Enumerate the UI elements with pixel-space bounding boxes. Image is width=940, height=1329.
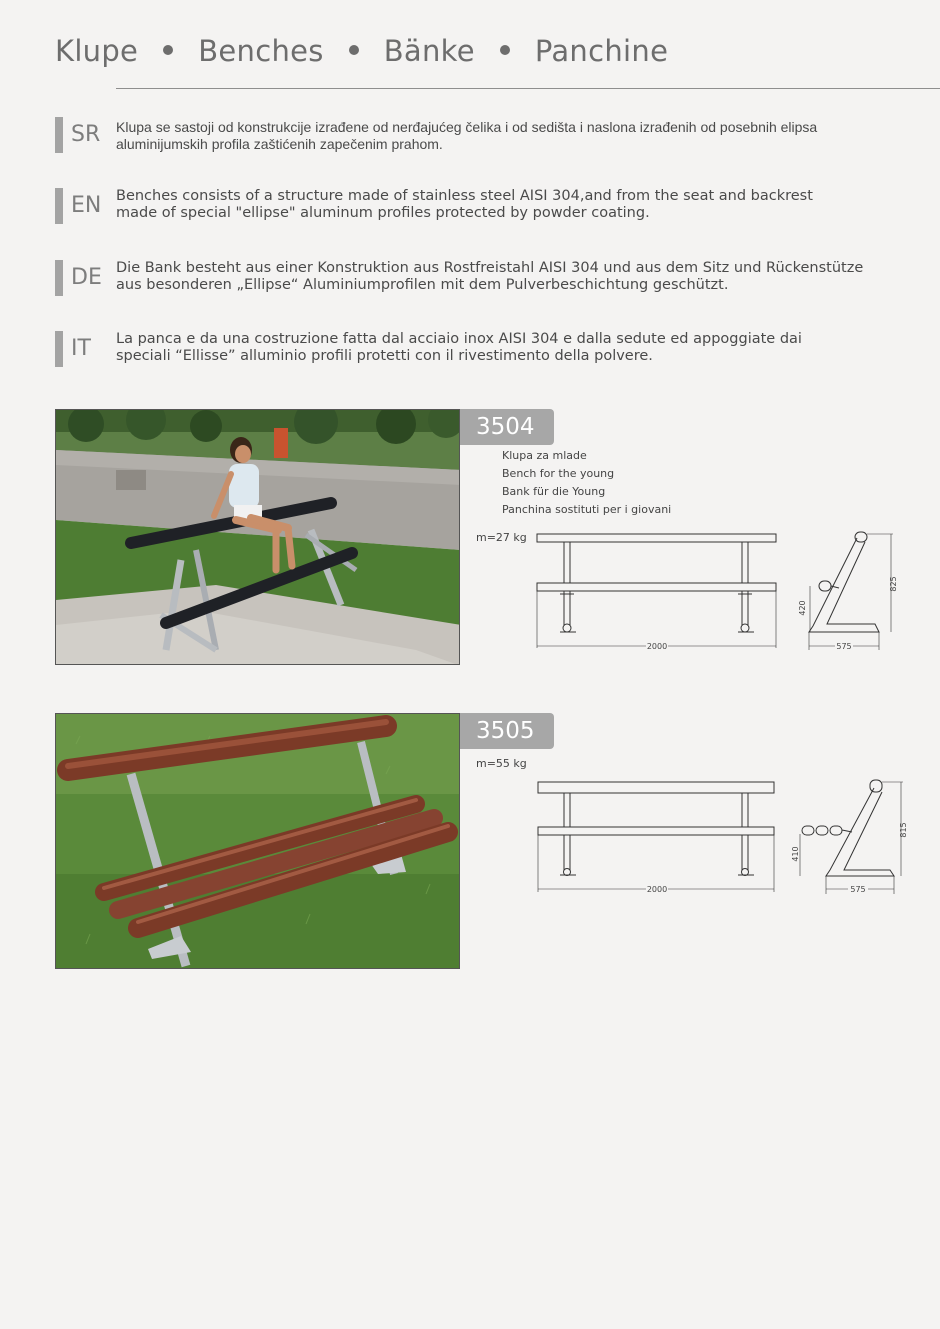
title-de: Bänke (383, 34, 475, 68)
description-line: aluminijumskih profila zaštićenih zapečenim prahom. (116, 136, 443, 152)
separator-dot-icon (500, 45, 510, 55)
side-drawing-3504 (795, 528, 900, 656)
product-photo-3504 (55, 409, 460, 665)
seat-height-dimension: 420 (798, 600, 807, 616)
language-marker (55, 117, 63, 153)
seat-rail (538, 827, 774, 835)
description-line: Die Bank besteht aus einer Konstruktion aus Rostfreistahl AISI 304 und aus dem Sitz und Rückenstütze (116, 260, 864, 276)
product-code-3505: 3505 (460, 713, 554, 749)
front-drawing-3505 (530, 774, 785, 898)
separator-dot-icon (349, 45, 359, 55)
seat-rail (537, 583, 776, 591)
depth-dimension: 575 (836, 642, 852, 651)
description-text (116, 260, 863, 294)
description-line: aus besonderen „Ellipse“ Aluminiumprofilen mit dem Pulverbeschichtung geschützt. (116, 277, 729, 293)
depth-dimension: 575 (850, 885, 866, 894)
total-height-dimension: 825 (889, 576, 898, 592)
title-it: Panchine (534, 34, 669, 68)
language-marker (55, 260, 63, 296)
seat-height-dimension: 410 (791, 846, 800, 862)
product-photo-3505 (55, 713, 460, 969)
page-title (55, 34, 668, 68)
language-code: IT (71, 336, 91, 361)
product-name-it: Panchina sostituti per i giovani (502, 503, 672, 516)
length-dimension: 2000 (646, 642, 668, 651)
header-divider (116, 88, 940, 89)
language-marker (55, 331, 63, 367)
backrest-rail (537, 534, 776, 542)
product-code-3504: 3504 (460, 409, 554, 445)
title-sr: Klupe (55, 34, 139, 68)
product-name-sr: Klupa za mlade (502, 449, 587, 462)
description-line: Benches consists of a structure made of stainless steel AISI 304,and from the seat and backrest (116, 188, 813, 204)
language-code: DE (71, 265, 102, 290)
description-text (116, 119, 817, 153)
language-code: EN (71, 193, 102, 218)
product-name-en: Bench for the young (502, 467, 615, 480)
description-text (116, 331, 802, 365)
description-text (116, 188, 813, 222)
front-drawing-3504 (530, 528, 785, 653)
description-line: Klupa se sastoji od konstrukcije izrađene od nerđajućeg čelika i od sedišta i naslona izrađenih od posebnih elipsa (116, 119, 818, 135)
language-marker (55, 188, 63, 224)
product-name-de: Bank für die Young (502, 485, 606, 498)
backrest-rail (538, 782, 774, 793)
product-names-3504 (502, 447, 671, 519)
separator-dot-icon (163, 45, 173, 55)
total-height-dimension: 815 (899, 822, 908, 838)
language-code: SR (71, 122, 101, 147)
length-dimension: 2000 (646, 885, 668, 894)
description-line: La panca e da una costruzione fatta dal acciaio inox AISI 304 e dalla sedute ed appoggiate dai (116, 331, 802, 347)
product-mass-3504: m=27 kg (476, 531, 527, 544)
title-en: Benches (198, 34, 324, 68)
description-line: made of special "ellipse" aluminum profiles protected by powder coating. (116, 205, 650, 221)
description-line: speciali “Ellisse” alluminio profili protetti con il rivestimento della polvere. (116, 348, 653, 364)
side-drawing-3505 (790, 774, 910, 898)
product-mass-3505: m=55 kg (476, 757, 527, 770)
